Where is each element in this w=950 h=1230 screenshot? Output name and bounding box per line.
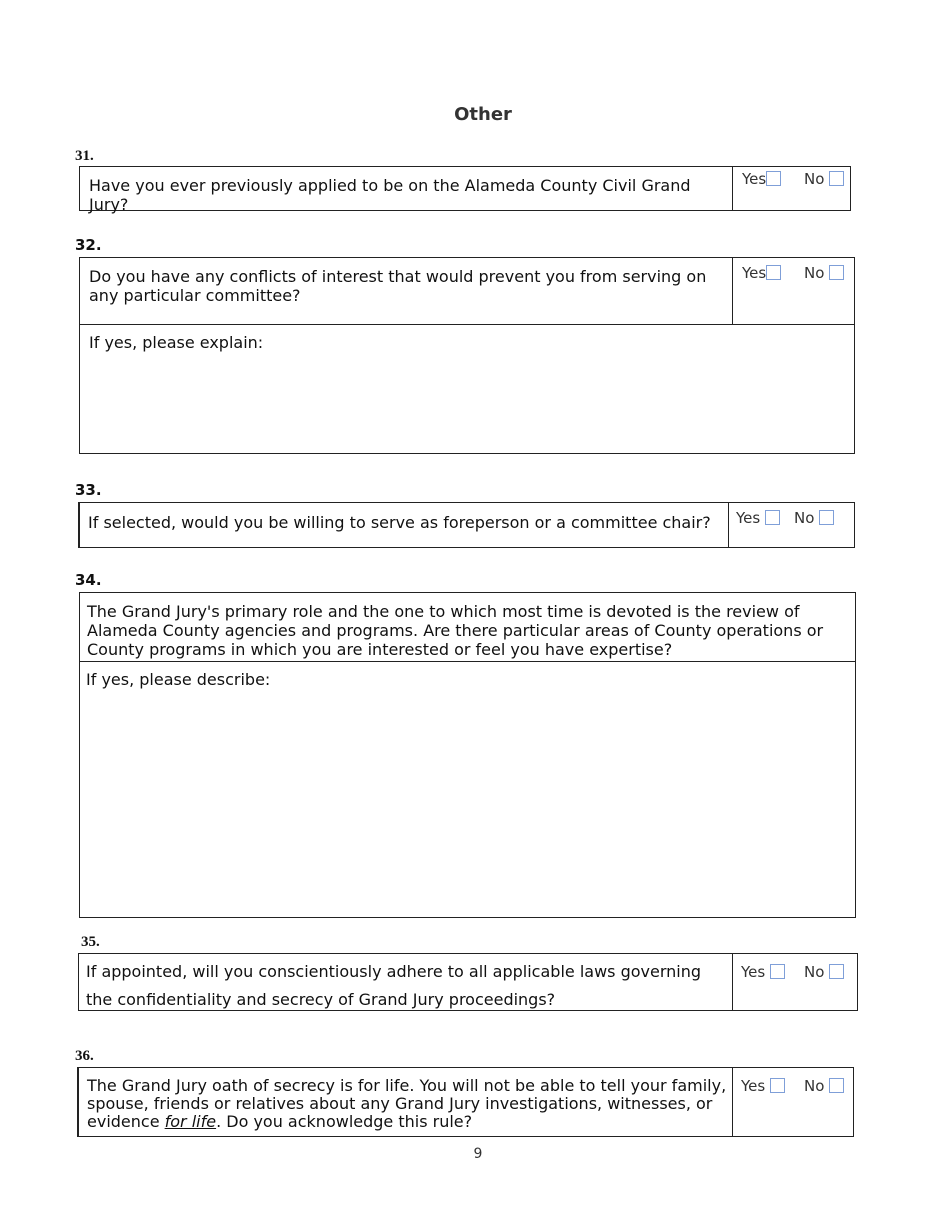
question-32-text: Do you have any conflicts of interest that would prevent you from serving on any particular committee? (89, 267, 707, 305)
no-checkbox[interactable] (829, 265, 844, 280)
question-33-no[interactable] (794, 509, 834, 527)
yes-label: Yes (736, 509, 761, 527)
question-36-yes[interactable] (741, 1077, 785, 1095)
question-32-box (79, 257, 855, 454)
yes-label: Yes (741, 963, 766, 981)
yes-label: Yes (741, 1077, 766, 1095)
section-title: Other (454, 104, 512, 125)
yes-checkbox[interactable] (765, 510, 780, 525)
page-number: 9 (473, 1146, 483, 1162)
no-label: No (804, 1077, 825, 1095)
yes-checkbox[interactable] (766, 171, 781, 186)
yes-checkbox[interactable] (770, 1078, 785, 1093)
question-33-box (78, 502, 855, 548)
no-label: No (804, 170, 825, 188)
question-35-text: If appointed, will you conscientiously adhere to all applicable laws governing the confidentiality and secrecy of Grand Jury proceedings? (86, 962, 702, 1009)
question-36-emphasis: for life (164, 1112, 217, 1131)
no-label: No (794, 509, 815, 527)
question-34-box (79, 592, 856, 918)
question-34-followup-label: If yes, please describe: (86, 670, 271, 689)
no-checkbox[interactable] (819, 510, 834, 525)
question-32-no[interactable] (804, 264, 844, 282)
no-checkbox[interactable] (829, 964, 844, 979)
question-36-box (77, 1067, 854, 1137)
question-32-number: 32. (75, 236, 102, 254)
no-checkbox[interactable] (829, 1078, 844, 1093)
question-34-number: 34. (75, 571, 102, 589)
yes-checkbox[interactable] (770, 964, 785, 979)
question-33-yes[interactable] (736, 509, 780, 527)
question-33-number: 33. (75, 481, 102, 499)
question-33-text: If selected, would you be willing to serve as foreperson or a committee chair? (88, 513, 711, 532)
question-36-text (87, 1077, 727, 1131)
question-31-number: 31. (75, 148, 94, 164)
question-36-number: 36. (75, 1048, 94, 1064)
question-36-text-main: The Grand Jury oath of secrecy is for life. You will not be able to tell your family, spouse, friends or relatives about any Grand Jury investigations, witnesses, or evidence (87, 1076, 727, 1131)
question-31-box (79, 166, 851, 214)
question-35-yes[interactable] (741, 963, 785, 981)
question-35-box (78, 953, 858, 1011)
question-36-no[interactable] (804, 1077, 844, 1095)
no-checkbox[interactable] (829, 171, 844, 186)
question-34-text: The Grand Jury's primary role and the one to which most time is devoted is the review of Alameda County agencies and programs. Are there particular areas of County operations or County programs in which you are interested or feel you have expertise? (87, 602, 824, 659)
question-32-followup-label: If yes, please explain: (89, 333, 264, 352)
yes-label: Yes (742, 170, 767, 188)
no-label: No (804, 963, 825, 981)
question-35-number: 35. (81, 934, 100, 950)
question-31-text: Have you ever previously applied to be on the Alameda County Civil Grand Jury? (89, 176, 691, 214)
question-32-yes[interactable] (742, 264, 781, 282)
no-label: No (804, 264, 825, 282)
question-36-text-end: . Do you acknowledge this rule? (216, 1112, 473, 1131)
yes-label: Yes (742, 264, 767, 282)
question-35-no[interactable] (804, 963, 844, 981)
question-32-explain-field[interactable] (82, 354, 852, 451)
question-31-no[interactable] (804, 170, 844, 188)
yes-checkbox[interactable] (766, 265, 781, 280)
question-31-yes[interactable] (742, 170, 781, 188)
question-34-describe-field[interactable] (82, 691, 853, 915)
